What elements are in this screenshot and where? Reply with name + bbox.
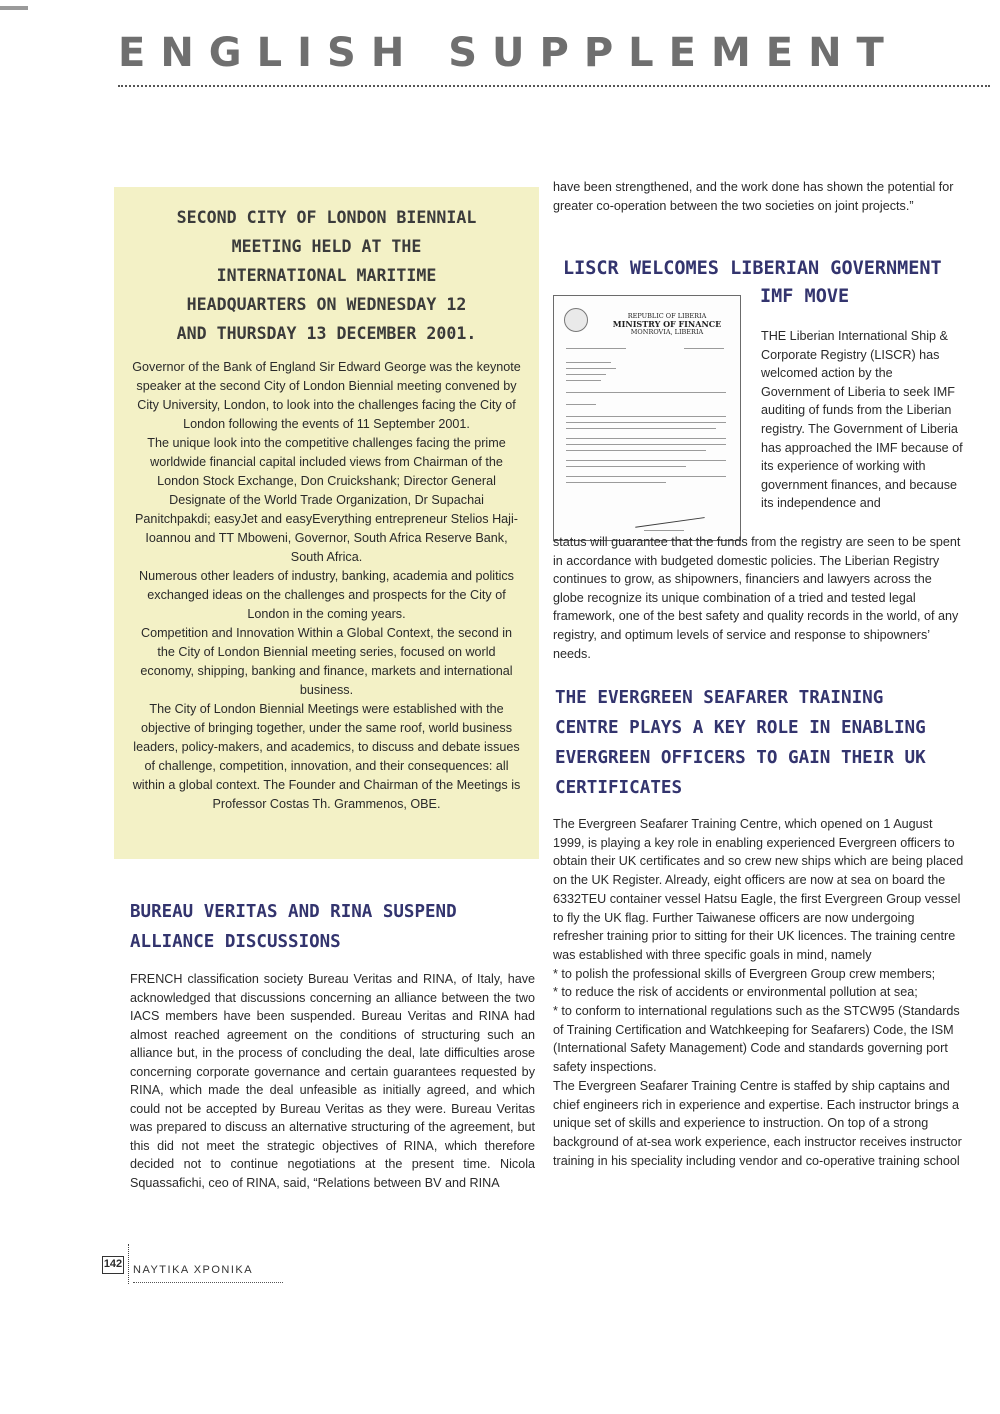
liscr-heading-line: IMF MOVE: [760, 286, 850, 307]
letter-line: [566, 374, 606, 375]
letter-line: [566, 392, 726, 393]
evergreen-heading-line: CERTIFICATES: [555, 778, 683, 798]
letter-line: [684, 348, 724, 349]
evergreen-paragraph: * to conform to international regulations such as the STCW95 (Standards of Training Certification and Watchkeeping for Seafarers) Code, the ISM (International Safety Management) Code and standards governing port safety inspections.: [553, 1004, 960, 1075]
publication-name: ΝΑΥΤΙΚΑ ΧΡΟΝΙΚΑ: [133, 1264, 254, 1276]
letter-line: [644, 530, 684, 531]
page-number: 142: [102, 1256, 124, 1274]
letter-line: [566, 416, 726, 417]
bv-continued: [553, 178, 963, 215]
letter-line: [566, 428, 716, 429]
header-divider: [118, 85, 990, 87]
evergreen-paragraph: * to polish the professional skills of Evergreen Group crew members;: [553, 966, 936, 981]
letter-line: [566, 380, 601, 381]
letter-line: [566, 362, 611, 363]
letter-line: [566, 404, 596, 405]
evergreen-heading-line: EVERGREEN OFFICERS TO GAIN THEIR UK: [555, 748, 926, 768]
bv-heading-line: BUREAU VERITAS AND RINA SUSPEND: [130, 902, 457, 922]
evergreen-paragraph: * to reduce the risk of accidents or environmental pollution at sea;: [553, 985, 918, 1000]
ministry-letter-image: [553, 295, 741, 541]
box-body: [132, 358, 521, 814]
bv-body: [130, 970, 535, 1192]
box-paragraph: The unique look into the competitive challenges facing the prime worldwide financial capital included views from Chairman of the London Stock Exchange, Don Cruickshank; Director General Designate of the World Trade Organization, Dr Supachai Panitchpakdi; easyJet and easyEverything entrepreneur Stelios Haji-Ioannou and TT Mboweni, Governor, South Africa Reserve Bank, South Africa.: [135, 436, 518, 564]
evergreen-paragraph: The Evergreen Seafarer Training Centre, which opened on 1 August 1999, is playing a key role in enabling experienced Evergreen officers to obtain their UK certificates and so crew new ships which are being placed on the UK Register. Already, eight officers are now at sea on board the 6332TEU container vessel Hatsu Eagle, the first Evergreen Group vessel to fly the UK flag. Further Taiwanese officers are now undergoing refresher training prior to sitting for their UK licences. The training centre was established with three specific goals in mind, namely: [553, 817, 964, 962]
box-heading-line: MEETING HELD AT THE: [231, 237, 422, 256]
box-paragraph: Governor of the Bank of England Sir Edward George was the keynote speaker at the second City of London Biennial meeting convened by City University, London, to look into the challenges facing the City of London following the events of 11 September 2001.: [132, 360, 521, 431]
box-heading-line: INTERNATIONAL MARITIME: [216, 266, 437, 285]
liscr-body-top: [761, 327, 963, 513]
liscr-paragraph: THE Liberian International Ship & Corporate Registry (LISCR) has welcomed action by the Government of Liberia to seek IMF auditing of funds from the Liberian registry. The Government of Liberia has approached the IMF because of its experience of working with government finances, and because its independence and: [761, 329, 963, 511]
box-paragraph: Numerous other leaders of industry, banking, academia and politics exchanged ideas on the challenges and prospects for the City of London in the coming years.: [139, 569, 514, 621]
signature-mark: [633, 503, 704, 528]
letter-line: [566, 450, 706, 451]
box-heading-line: AND THURSDAY 13 DECEMBER 2001.: [176, 324, 477, 343]
letter-line: [566, 482, 666, 483]
evergreen-paragraph: The Evergreen Seafarer Training Centre is staffed by ship captains and chief engineers rich in experience and expertise. Each instructor brings a unique set of skills and experience to instruction. On top of a strong background of at-sea work experience, each instructor receives instructor training in his speciality including vendor and co-operative training school: [553, 1078, 962, 1168]
box-paragraph: Competition and Innovation Within a Global Context, the second in the City of London Biennial meeting series, focused on world economy, shipping, banking and finance, markets and international business.: [140, 626, 513, 697]
letter-line: [566, 466, 686, 467]
evergreen-heading-line: THE EVERGREEN SEAFARER TRAINING: [555, 688, 884, 708]
evergreen-heading: [555, 683, 965, 803]
box-heading: [132, 203, 521, 348]
liscr-heading-line: LISCR WELCOMES LIBERIAN GOVERNMENT: [563, 258, 942, 279]
letter-line: [566, 348, 626, 349]
letter-line: [566, 460, 726, 461]
letter-city: MONROVIA, LIBERIA: [630, 328, 704, 336]
bv-heading: [130, 897, 535, 957]
box-paragraph: The City of London Biennial Meetings were established with the objective of bringing together, under the same roof, world business leaders, policy-makers, and academics, to discuss and debate issues of challenge, competition, innovation, and their consequences: all within a global context. The Founder and Chairman of the Meetings is Professor Costas Th. Grammenos, OBE.: [132, 702, 521, 811]
footer-divider: [128, 1244, 129, 1284]
footer-rule: [133, 1282, 283, 1283]
liberia-seal-icon: [564, 308, 588, 332]
letter-line: [566, 422, 726, 423]
evergreen-body: [553, 815, 965, 1170]
liscr-paragraph: status will guarantee that the funds from the registry are seen to be spent in accordance with budgeted domestic policies. The Liberian Registry continues to grow, as shipowners, financiers and lawyers across the globe recognize its unique combination of a tried and tested legal framework, one of the best safety and quality records in the world, of any registry, and optimum levels of service and response to shipowners’ needs.: [553, 535, 961, 661]
letter-line: [566, 438, 726, 439]
letter-letterhead: [602, 312, 732, 336]
bv-heading-line: ALLIANCE DISCUSSIONS: [130, 932, 341, 952]
box-heading-line: HEADQUARTERS ON WEDNESDAY 12: [186, 295, 467, 314]
supplement-title: ENGLISH SUPPLEMENT: [118, 30, 899, 76]
bv-continued-text: have been strengthened, and the work done has shown the potential for greater co-operation between the two societies on joint projects.”: [553, 180, 954, 213]
letter-line: [566, 444, 726, 445]
corner-mark: [0, 6, 28, 10]
bv-paragraph: FRENCH classification society Bureau Veritas and RINA, of Italy, have acknowledged that discussions concerning an alliance between the two IACS members have been suspended. Bureau Veritas and RINA had almost reached agreement on the conditions of structuring such an alliance but, in the process of concluding the deal, late difficulties arose concerning corporate governance and certain guarantees requested by RINA, which made the deal unfeasible as initially agreed, and which could not be accepted by Bureau Veritas as they were. Bureau Veritas was prepared to discuss an alternative structuring of the agreement, but this did not meet the strategic objectives of RINA, which therefore decided not to continue negotiations at the present time. Nicola Squassafichi, ceo of RINA, said, “Relations between BV and RINA: [130, 972, 535, 1190]
liscr-body-bottom: [553, 533, 963, 663]
evergreen-heading-line: CENTRE PLAYS A KEY ROLE IN ENABLING: [555, 718, 926, 738]
letter-line: [566, 368, 616, 369]
city-of-london-box: [114, 187, 539, 859]
letter-republic: REPUBLIC OF LIBERIA: [627, 312, 707, 320]
letter-line: [566, 476, 726, 477]
letter-ministry: MINISTRY OF FINANCE: [612, 319, 722, 329]
page-footer: [100, 1244, 300, 1286]
box-heading-line: SECOND CITY OF LONDON BIENNIAL: [176, 208, 477, 227]
